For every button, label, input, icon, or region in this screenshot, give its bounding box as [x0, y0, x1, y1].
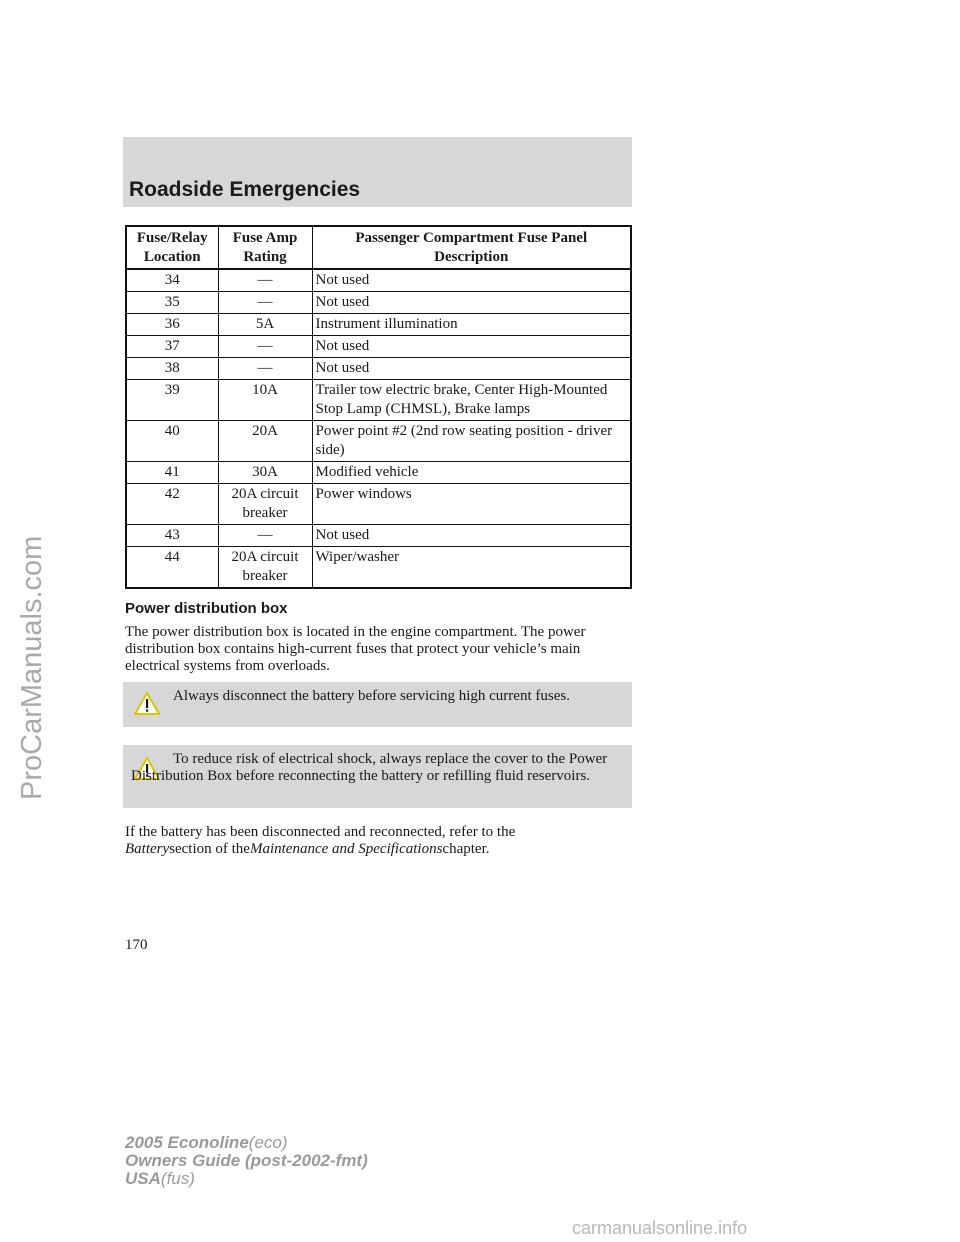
- fuse-table-body: [126, 269, 631, 588]
- column-header-amp: Fuse Amp Rating: [218, 226, 312, 269]
- cell-amp: —: [218, 525, 312, 547]
- cell-description: Modified vehicle: [312, 462, 631, 484]
- cell-description: Trailer tow electric brake, Center High-Mounted Stop Lamp (CHMSL), Brake lamps: [312, 380, 631, 421]
- cell-location: 40: [126, 421, 218, 462]
- cell-amp: 20A circuit breaker: [218, 547, 312, 589]
- cell-location: 37: [126, 336, 218, 358]
- table-row: [126, 314, 631, 336]
- battery-reference: Battery: [125, 841, 170, 857]
- footer: 2005 Econoline(eco) Owners Guide (post-2002-fmt) USA(fus): [125, 1133, 368, 1188]
- side-watermark: ProCarManuals.com: [16, 535, 48, 800]
- cell-amp: 30A: [218, 462, 312, 484]
- cell-location: 43: [126, 525, 218, 547]
- table-row: [126, 462, 631, 484]
- cell-location: 39: [126, 380, 218, 421]
- table-row: [126, 380, 631, 421]
- cell-description: Power point #2 (2nd row seating position - driver side): [312, 421, 631, 462]
- cell-amp: 10A: [218, 380, 312, 421]
- warning-box: [123, 745, 632, 808]
- cell-description: Wiper/washer: [312, 547, 631, 589]
- cell-description: Not used: [312, 269, 631, 292]
- page-title: Roadside Emergencies: [129, 178, 361, 201]
- cell-amp: —: [218, 292, 312, 314]
- cell-location: 42: [126, 484, 218, 525]
- bottom-watermark: carmanualsonline.info: [572, 1218, 748, 1238]
- cell-amp: —: [218, 358, 312, 380]
- cell-amp: 20A circuit breaker: [218, 484, 312, 525]
- table-row: [126, 292, 631, 314]
- cell-description: Not used: [312, 292, 631, 314]
- cell-description: Not used: [312, 358, 631, 380]
- table-row: [126, 484, 631, 525]
- cell-location: 36: [126, 314, 218, 336]
- intro-paragraph: The power distribution box is located in the engine compartment. The power distribution box contains high-current fuses that protect your vehicle’s main electrical systems from overloads.: [125, 624, 586, 674]
- table-header-row: [126, 226, 631, 269]
- table-row: [126, 269, 631, 292]
- warning-text: Always disconnect the battery before servicing high current fuses.: [173, 688, 570, 704]
- fuse-table: [125, 225, 632, 589]
- warning-text: To reduce risk of electrical shock, always replace the cover to the Power Distribution Box before reconnecting the battery or refilling fluid reservoirs.: [131, 751, 608, 784]
- column-header-description: Passenger Compartment Fuse Panel Description: [312, 226, 631, 269]
- warning-icon: [134, 692, 160, 715]
- cell-location: 44: [126, 547, 218, 589]
- page-number: 170: [125, 937, 148, 953]
- closing-paragraph: If the battery has been disconnected and reconnected, refer to the Batterysection of theMaintenance and Specificationschapter.: [125, 824, 516, 857]
- cell-description: Instrument illumination: [312, 314, 631, 336]
- table-row: [126, 336, 631, 358]
- cell-location: 38: [126, 358, 218, 380]
- section-heading: Power distribution box: [125, 600, 288, 617]
- table-row: [126, 547, 631, 589]
- cell-amp: —: [218, 336, 312, 358]
- cell-location: 34: [126, 269, 218, 292]
- cell-description: Not used: [312, 336, 631, 358]
- table-row: [126, 358, 631, 380]
- cell-description: Power windows: [312, 484, 631, 525]
- cell-amp: 20A: [218, 421, 312, 462]
- cell-amp: —: [218, 269, 312, 292]
- cell-location: 41: [126, 462, 218, 484]
- cell-location: 35: [126, 292, 218, 314]
- cell-description: Not used: [312, 525, 631, 547]
- warning-box: [123, 682, 632, 727]
- maintenance-reference: Maintenance and Specifications: [249, 841, 443, 857]
- table-row: [126, 421, 631, 462]
- column-header-location: Fuse/Relay Location: [126, 226, 218, 269]
- table-row: [126, 525, 631, 547]
- cell-amp: 5A: [218, 314, 312, 336]
